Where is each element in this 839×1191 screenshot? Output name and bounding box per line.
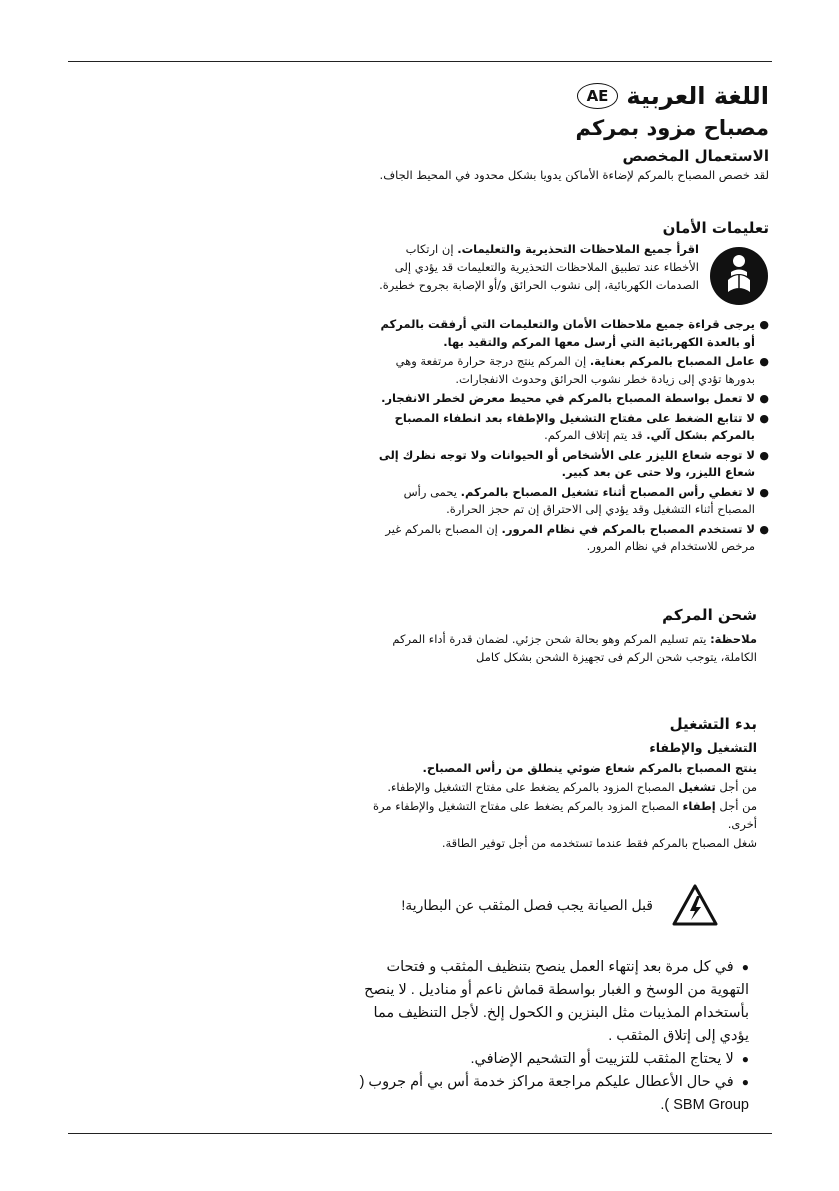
bottom-rule	[68, 1133, 772, 1134]
electric-hazard-icon	[671, 883, 719, 927]
language-badge: AE	[577, 83, 619, 109]
on-off-subheading: التشغيل والإطفاء	[649, 740, 757, 755]
maintenance-bullet: ●في حال الأعطال عليكم مراجعة مراكز خدمة أس بي أم جروب ( SBM Group ).	[359, 1074, 749, 1113]
charging-note-text: يتم تسليم المركم وهو بحالة شحن جزئي. لضمان قدرة أداء المركم الكاملة، يتوجب شحن الركم فى تجهيزة الشحن بشكل كامل	[392, 632, 757, 664]
safety-heading: تعليمات الأمان	[662, 219, 769, 237]
safety-warning-body: إن ارتكاب الأخطاء عند تطبيق الملاحظات التحذيرية والتعليمات قد يؤدي إلى الصدمات الكهربائية، إلى نشوب الحرائق و/أو الإصابة بجروح خطيرة.	[379, 242, 699, 292]
safety-warning	[369, 240, 769, 312]
charging-note	[362, 630, 757, 666]
safety-bullet: ● لا تغطي رأس المصباح أثناء تشغيل المصباح بالمركم. يحمى رأس المصباح أثناء التشغيل وقد يؤدي إلى الاحتراق إن تم حجز الحرارة.	[369, 484, 769, 519]
maintenance-warning-text: قبل الصيانة يجب فصل المثقب عن البطارية!	[401, 896, 653, 913]
read-manual-icon	[709, 246, 769, 306]
safety-bullet: ● لا توجه شعاع الليزر على الأشخاص أو الحيوانات ولا توجه نظرك إلى شعاع الليزر، ولا حتى عن بعد كبير.	[369, 447, 769, 482]
language-header	[329, 76, 769, 116]
intended-use-heading: الاستعمال المخصص	[622, 147, 769, 165]
maintenance-bullets	[349, 956, 749, 1117]
safety-bullets	[369, 316, 769, 558]
safety-bullet: ● لا تستخدم المصباح بالمركم في نظام المرور. إن المصباح بالمركم غير مرخص للاستخدام في نظام المرور.	[369, 521, 769, 556]
language-title: اللغة العربية	[626, 82, 769, 110]
safety-bullet: ● عامل المصباح بالمركم بعناية. إن المركم ينتج درجة حرارة مرتفعة وهي بدورها تؤدي إلى زيادة خطر نشوب الحرائق وحدوث الانفجارات.	[369, 353, 769, 388]
energy-save-text: شغل المصباح بالمركم فقط عندما تستخدمه من أجل توفير الطاقة.	[441, 836, 757, 850]
safety-bullet: ● يرجى قراءة جميع ملاحظات الأمان والتعليمات التي أرفقت بالمركم أو بالعدة الكهربائية التي أرسل معها المركم والتقيد بها.	[369, 316, 769, 351]
safety-bullet: ● لا تعمل بواسطة المصباح بالمركم في محيط معرض لخطر الانفجار.	[369, 390, 769, 408]
charging-heading: شحن المركم	[662, 606, 757, 624]
charging-note-label: ملاحظة:	[710, 632, 757, 646]
maintenance-warning	[319, 880, 719, 930]
safety-warning-text	[369, 240, 699, 312]
top-rule	[68, 61, 772, 62]
startup-heading: بدء التشغيل	[669, 715, 757, 733]
on-off-body	[362, 759, 757, 853]
switch-off-text: من أجل إطفاء المصباح المزود بالمركم يضغط على مفتاح التشغيل والإطفاء مرة أخرى.	[373, 799, 757, 831]
safety-bullet: ● لا تتابع الضغط على مفتاح التشغيل والإطفاء بعد انطفاء المصباح بالمركم بشكل آلي. قد يتم إتلاف المركم.	[369, 410, 769, 445]
maintenance-bullet: ●لا يحتاج المثقب للتزييت أو التشحيم الإضافي.	[470, 1051, 749, 1067]
switch-on-text: من أجل تشغيل المصباح المزود بالمركم يضغط على مفتاح التشغيل والإطفاء.	[387, 780, 757, 794]
page-title: مصباح مزود بمركم	[575, 116, 769, 140]
safety-warning-bold: اقرأ جميع الملاحظات التحذيرية والتعليمات.	[457, 242, 699, 256]
maintenance-bullet: ●في كل مرة بعد إنتهاء العمل ينصح بتنظيف المثقب و فتحات التهوية من الوسخ و الغبار بواسطة قماش ناعم أو مناديل . لا ينصح بأستخدام المذيبات مثل البنزين و الكحول إلخ. لأجل التنظيف مما يؤدي إلى إتلاق المثقب .	[364, 959, 749, 1044]
intended-use-text: لقد خصص المصباح بالمركم لإضاءة الأماكن يدويا بشكل محدود في المحيط الجاف.	[379, 168, 769, 182]
on-off-intro: ينتج المصباح بالمركم شعاع ضوئي ينطلق من رأس المصباح.	[422, 761, 757, 775]
